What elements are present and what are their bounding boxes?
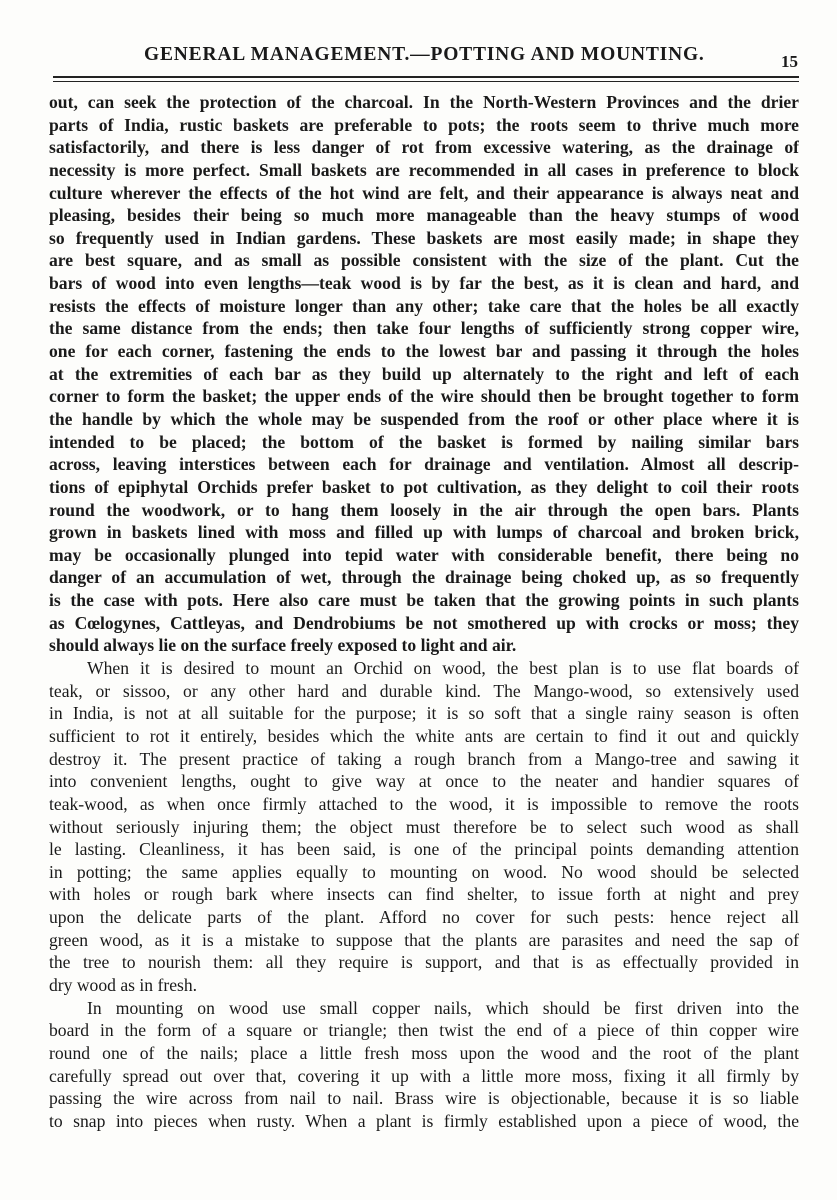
text-line: resists the effects of moisture longer than any other; take care that the holes be all exactly	[49, 295, 799, 316]
text-line: at the extremities of each bar as they build up alternately to the right and left of each	[49, 363, 799, 384]
text-line: teak-wood, as when once firmly attached to the wood, it is impossible to remove the roots	[49, 793, 799, 814]
text-line: the same distance from the ends; then take four lengths of sufficiently strong copper wire,	[49, 318, 799, 339]
text-line: passing the wire across from nail to nail. Brass wire is objectionable, because it is so liable	[49, 1088, 799, 1109]
text-line: green wood, as it is a mistake to suppose that the plants are parasites and need the sap of	[49, 929, 799, 950]
text-line: is the case with pots. Here also care must be taken that the growing points in such plants	[49, 590, 799, 611]
text-line: bars of wood into even lengths—teak wood is by far the best, as it is clean and hard, and	[49, 273, 799, 294]
text-line: parts of India, rustic baskets are preferable to pots; the roots seem to thrive much more	[49, 114, 799, 135]
text-line: satisfactorily, and there is less danger of rot from excessive watering, as the drainage of	[49, 137, 799, 158]
text-line: round the woodwork, or to hang them loosely in the air through the open bars. Plants	[49, 499, 799, 520]
page-number: 15	[781, 52, 798, 71]
text-line: should always lie on the surface freely exposed to light and air.	[49, 635, 517, 656]
running-title: GENERAL MANAGEMENT.—POTTING AND MOUNTING.	[144, 44, 705, 65]
text-line: teak, or sissoo, or any other hard and durable kind. The Mango-wood, so extensively used	[49, 680, 799, 701]
text-line: dry wood as in fresh.	[49, 974, 198, 995]
text-line: necessity is more perfect. Small baskets are recommended in all cases in preference to block	[49, 159, 799, 180]
text-line: across, leaving interstices between each for drainage and ventilation. Almost all descrip-	[49, 454, 799, 475]
body-text	[49, 91, 799, 1132]
text-line: with holes or rough bark where insects can find shelter, to issue forth at night and prey	[49, 884, 799, 905]
text-line: le lasting. Cleanliness, it has been said, is one of the principal points demanding attention	[49, 839, 799, 860]
text-line: without seriously injuring them; the object must therefore be to select such wood as shall	[49, 816, 799, 837]
header-rule-thick	[53, 76, 799, 78]
header-rule-thin	[53, 81, 799, 82]
text-line: carefully spread out over that, covering it up with a little more moss, fixing it all firmly by	[49, 1065, 799, 1086]
text-line: grown in baskets lined with moss and filled up with lumps of charcoal and broken brick,	[49, 522, 799, 543]
text-line: tions of epiphytal Orchids prefer basket to pot cultivation, as they delight to coil their roots	[49, 476, 799, 497]
text-line: intended to be placed; the bottom of the basket is formed by nailing similar bars	[49, 431, 799, 452]
text-line: in India, is not at all suitable for the purpose; it is so soft that a single rainy season is often	[49, 703, 799, 724]
text-line: corner to form the basket; the upper ends of the wire should then be brought together to form	[49, 386, 799, 407]
text-line: as Cœlogynes, Cattleyas, and Dendrobiums be not smothered up with crocks or moss; they	[49, 612, 799, 633]
text-line: round one of the nails; place a little fresh moss upon the wood and the root of the plant	[49, 1042, 799, 1063]
text-line: pleasing, besides their being so much more manageable than the heavy stumps of wood	[49, 205, 799, 226]
text-line: board in the form of a square or triangle; then twist the end of a piece of thin copper wire	[49, 1020, 799, 1041]
text-line: out, can seek the protection of the charcoal. In the North-Western Provinces and the drier	[49, 92, 799, 112]
text-line: are best square, and as small as possible consistent with the size of the plant. Cut the	[49, 250, 799, 271]
text-line: culture wherever the effects of the hot wind are felt, and their appearance is always neat and	[49, 182, 799, 203]
text-line: the tree to nourish them: all they require is support, and that is as effectually provided in	[49, 952, 799, 973]
text-line: may be occasionally plunged into tepid water with considerable benefit, there being no	[49, 544, 799, 565]
text-line: the handle by which the whole may be suspended from the roof or other place where it is	[49, 408, 799, 429]
text-line: one for each corner, fastening the ends to the lowest bar and passing it through the holes	[49, 341, 799, 362]
text-line: into convenient lengths, ought to give way at once to the neater and handier squares of	[49, 771, 799, 792]
text-line: upon the delicate parts of the plant. Afford no cover for such pests: hence reject all	[49, 907, 799, 928]
text-line: to snap into pieces when rusty. When a plant is firmly established upon a piece of wood, the	[49, 1110, 799, 1131]
text-line: danger of an accumulation of wet, through the drainage being choked up, as so frequently	[49, 567, 799, 588]
text-line: so frequently used in Indian gardens. These baskets are most easily made; in shape they	[49, 227, 799, 248]
text-line: sufficient to rot it entirely, besides which the white ants are certain to find it out and quickly	[49, 725, 799, 746]
text-line: in potting; the same applies equally to mounting on wood. No wood should be selected	[49, 861, 799, 882]
running-head	[48, 44, 798, 72]
text-line: destroy it. The present practice of taking a rough branch from a Mango-tree and sawing it	[49, 748, 799, 769]
paragraph-start-line: In mounting on wood use small copper nails, which should be first driven into the	[87, 997, 799, 1018]
paragraph-start-line: When it is desired to mount an Orchid on wood, the best plan is to use flat boards of	[87, 658, 799, 679]
